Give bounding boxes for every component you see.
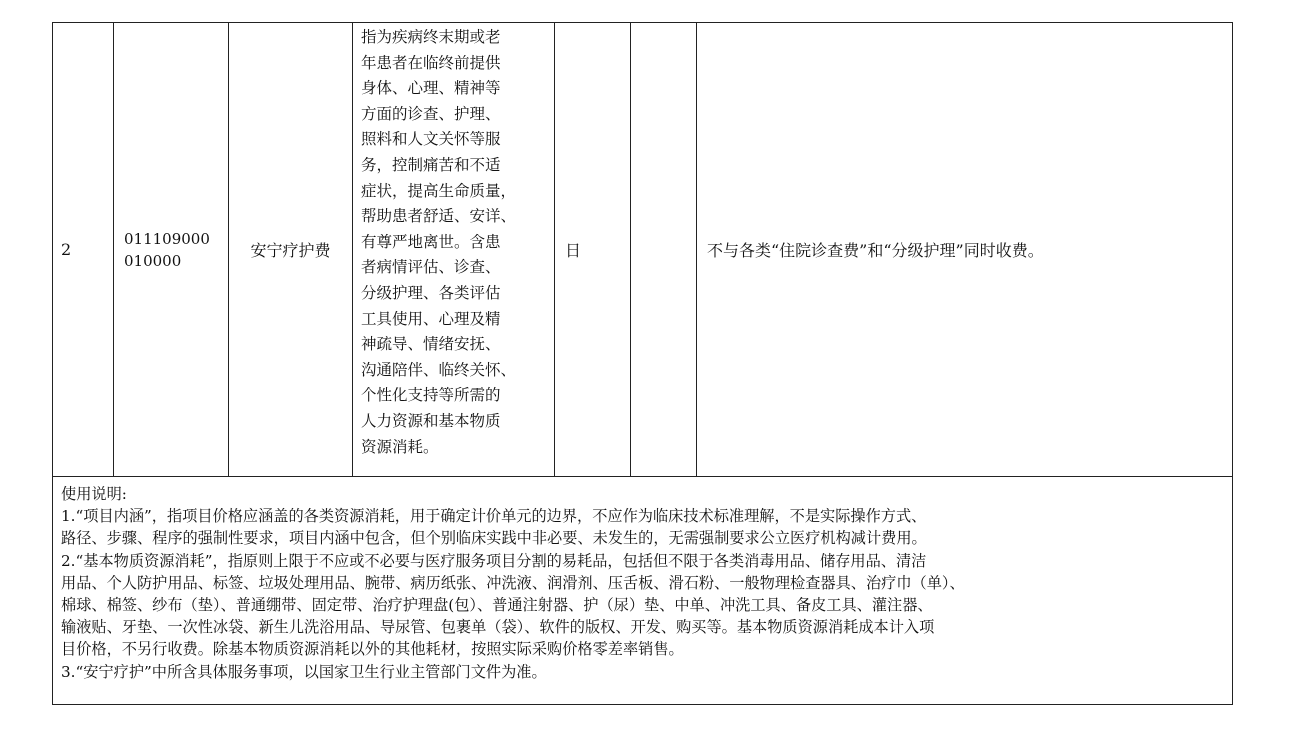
empty-cell <box>631 23 697 477</box>
content-line: 身体、心理、精神等 <box>361 79 501 98</box>
usage-notes-heading: 使用说明: <box>61 485 127 503</box>
usage-note-line: 3.“安宁疗护”中所含具体服务事项，以国家卫生行业主管部门文件为准。 <box>61 662 547 681</box>
item-code-cell <box>114 23 229 477</box>
usage-note-line: 1.“项目内涵”，指项目价格应涵盖的各类资源消耗，用于确定计价单元的边界，不应作为临床技术标准理解，不是实际操作方式、 <box>61 507 927 526</box>
content-line: 照料和人文关怀等服 <box>361 130 501 149</box>
content-line: 症状，提高生命质量， <box>361 181 517 200</box>
sequence-number: 2 <box>61 240 72 259</box>
usage-note-line: 目价格，不另行收费。除基本物质资源消耗以外的其他耗材，按照实际采购价格零差率销售。 <box>61 640 684 659</box>
content-line: 神疏导、情绪安抚、 <box>361 335 501 354</box>
pricing-table <box>52 22 1233 705</box>
sequence-cell <box>53 23 114 477</box>
content-line: 个性化支持等所需的 <box>361 386 501 405</box>
item-content-cell <box>353 23 555 477</box>
pricing-unit: 日 <box>565 241 582 260</box>
content-line: 指为疾病终末期或老 <box>361 28 501 46</box>
remark-text: 不与各类“住院诊查费”和“分级护理”同时收费。 <box>707 241 1044 260</box>
content-line: 者病情评估、诊查、 <box>361 258 501 277</box>
content-line: 资源消耗。 <box>361 437 439 456</box>
content-line: 年患者在临终前提供 <box>361 53 501 72</box>
usage-notes-row <box>53 477 1233 705</box>
usage-note-line: 2.“基本物质资源消耗”，指原则上限于不应或不必要与医疗服务项目分割的易耗品，包括但不限于各类消毒用品、储存用品、清洁 <box>61 551 927 570</box>
content-line: 方面的诊查、护理、 <box>361 104 501 123</box>
table-row <box>53 23 1233 477</box>
item-code-line: 010000 <box>124 251 182 270</box>
usage-note-line: 路径、步骤、程序的强制性要求，项目内涵中包含，但个别临床实践中非必要、未发生的，无需强制要求公立医疗机构减计费用。 <box>61 529 927 548</box>
item-name: 安宁疗护费 <box>250 241 331 260</box>
remark-cell <box>697 23 1233 477</box>
content-line: 工具使用、心理及精 <box>361 309 501 328</box>
item-code-line: 011109000 <box>124 229 210 248</box>
content-line: 分级护理、各类评估 <box>361 283 501 302</box>
item-name-cell <box>229 23 353 477</box>
content-line: 人力资源和基本物质 <box>361 411 501 430</box>
usage-note-line: 输液贴、牙垫、一次性冰袋、新生儿洗浴用品、导尿管、包裹单（袋）、软件的版权、开发、购买等。基本物质资源消耗成本计入项 <box>61 618 935 637</box>
content-line: 有尊严地离世。含患 <box>361 232 501 251</box>
usage-note-line: 棉球、棉签、纱布（垫）、普通绷带、固定带、治疗护理盘(包）、普通注射器、护（尿）垫、中单、冲洗工具、备皮工具、灌注器、 <box>61 596 933 615</box>
pricing-unit-cell <box>555 23 631 477</box>
usage-notes-cell <box>53 477 1233 705</box>
content-line: 帮助患者舒适、安详、 <box>361 207 517 226</box>
content-line: 沟通陪伴、临终关怀、 <box>361 360 517 379</box>
content-line: 务，控制痛苦和不适 <box>361 155 501 174</box>
usage-note-line: 用品、个人防护用品、标签、垃圾处理用品、腕带、病历纸张、冲洗液、润滑剂、压舌板、滑石粉、一般物理检查器具、治疗巾（单）、 <box>61 573 965 592</box>
